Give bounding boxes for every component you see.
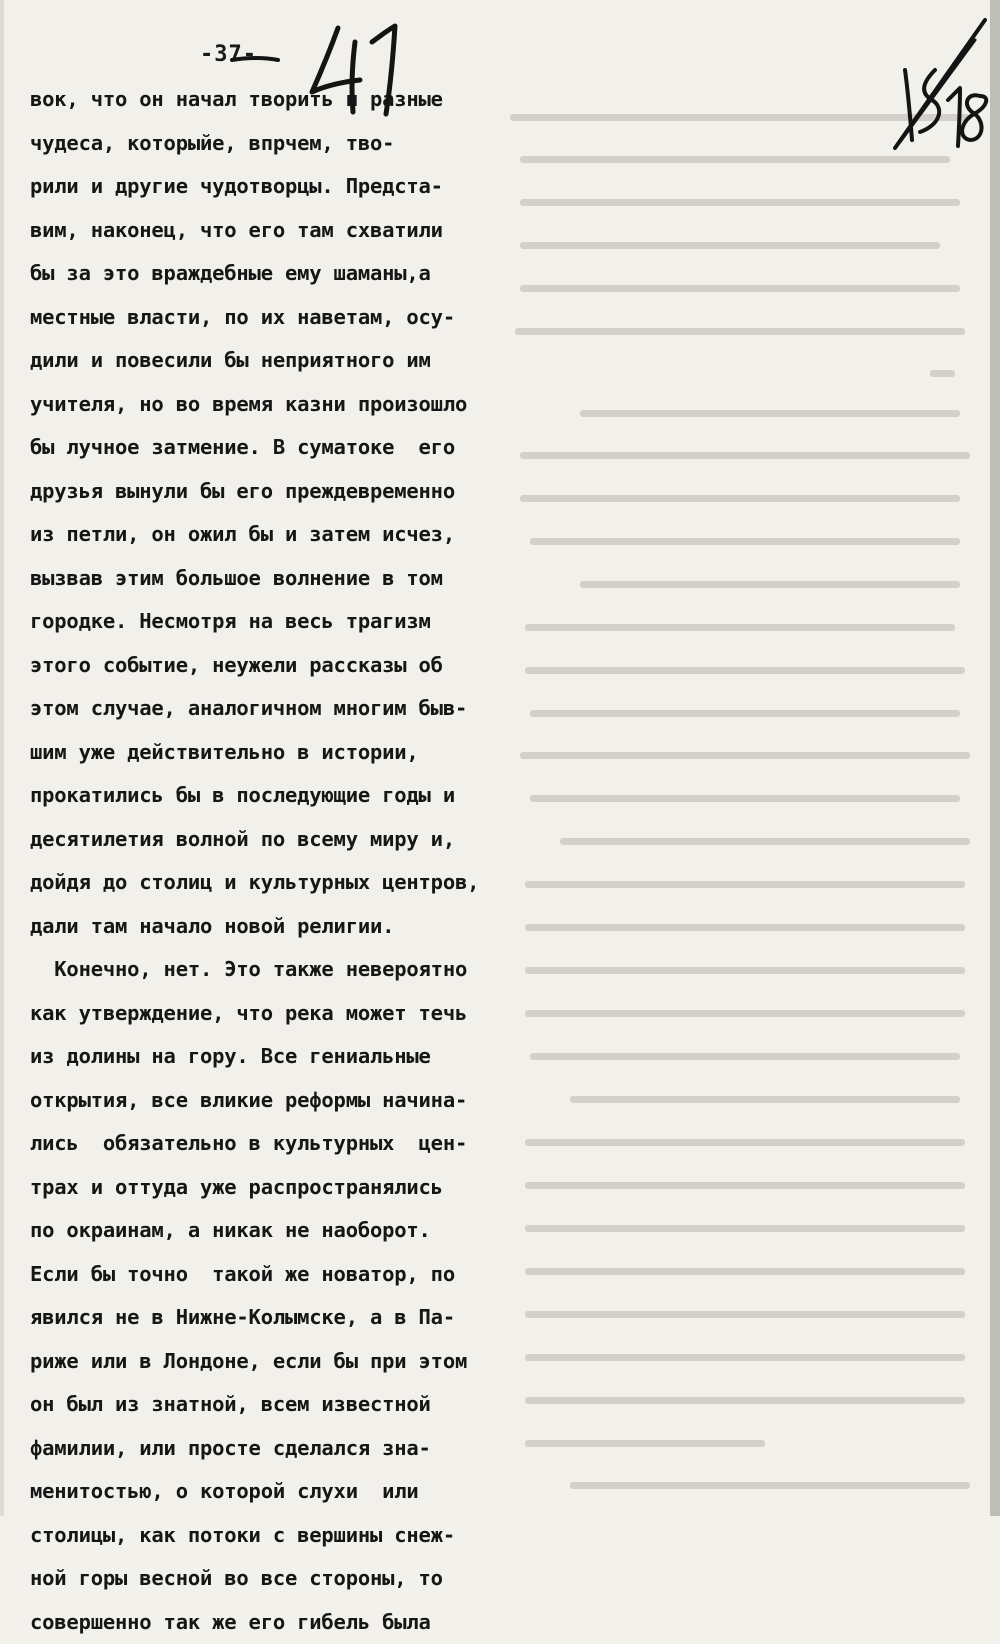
text-line: по окраинам, а никак не наоборот. [30, 1209, 530, 1253]
typed-text-block [30, 78, 530, 1644]
text-line: дили и повесили бы неприятного им [30, 339, 530, 383]
text-line: друзья вынули бы его преждевременно [30, 470, 530, 514]
text-line: дали там начало новой религии. [30, 905, 530, 949]
text-line: явился не в Нижне-Колымске, а в Па- [30, 1296, 530, 1340]
text-line: из петли, он ожил бы и затем исчез, [30, 513, 530, 557]
text-line: этом случае, аналогичном многим быв- [30, 687, 530, 731]
text-line: десятилетия волной по всему миру и, [30, 818, 530, 862]
text-line: из долины на гору. Все гениальные [30, 1035, 530, 1079]
page-number: -37- [200, 42, 257, 67]
text-line: фамилии, или просте сделался зна- [30, 1427, 530, 1471]
text-line: столицы, как потоки с вершины снеж- [30, 1514, 530, 1558]
text-line: ной горы весной во все стороны, то [30, 1557, 530, 1601]
text-line: чудеса, которыйе, впрчем, тво- [30, 122, 530, 166]
text-line: он был из знатной, всем известной [30, 1383, 530, 1427]
text-line: местные власти, по их наветам, осу- [30, 296, 530, 340]
text-line: как утверждение, что река может течь [30, 992, 530, 1036]
text-line: вим, наконец, что его там схватили [30, 209, 530, 253]
text-line: этого событие, неужели рассказы об [30, 644, 530, 688]
text-line: вызвав этим большое волнение в том [30, 557, 530, 601]
text-line: учителя, но во время казни произошло [30, 383, 530, 427]
text-line: вок, что он начал творить и разные [30, 78, 530, 122]
text-line: менитостью, о которой слухи или [30, 1470, 530, 1514]
text-line: открытия, все вликие реформы начина- [30, 1079, 530, 1123]
text-line: рили и другие чудотворцы. Предста- [30, 165, 530, 209]
text-line: бы за это враждебные ему шаманы,а [30, 252, 530, 296]
text-line: совершенно так же его гибель была [30, 1601, 530, 1644]
text-line: риже или в Лондоне, если бы при этом [30, 1340, 530, 1384]
text-line: дойдя до столиц и культурных центров, [30, 861, 530, 905]
text-line: шим уже действительно в истории, [30, 731, 530, 775]
text-line: лись обязательно в культурных цен- [30, 1122, 530, 1166]
text-line: трах и оттуда уже распространялись [30, 1166, 530, 1210]
text-line: Если бы точно такой же новатор, по [30, 1253, 530, 1297]
text-line: Конечно, нет. Это также невероятно [30, 948, 530, 992]
text-line: бы лучное затмение. В суматоке его [30, 426, 530, 470]
text-line: прокатились бы в последующие годы и [30, 774, 530, 818]
text-line: городке. Несмотря на весь трагизм [30, 600, 530, 644]
